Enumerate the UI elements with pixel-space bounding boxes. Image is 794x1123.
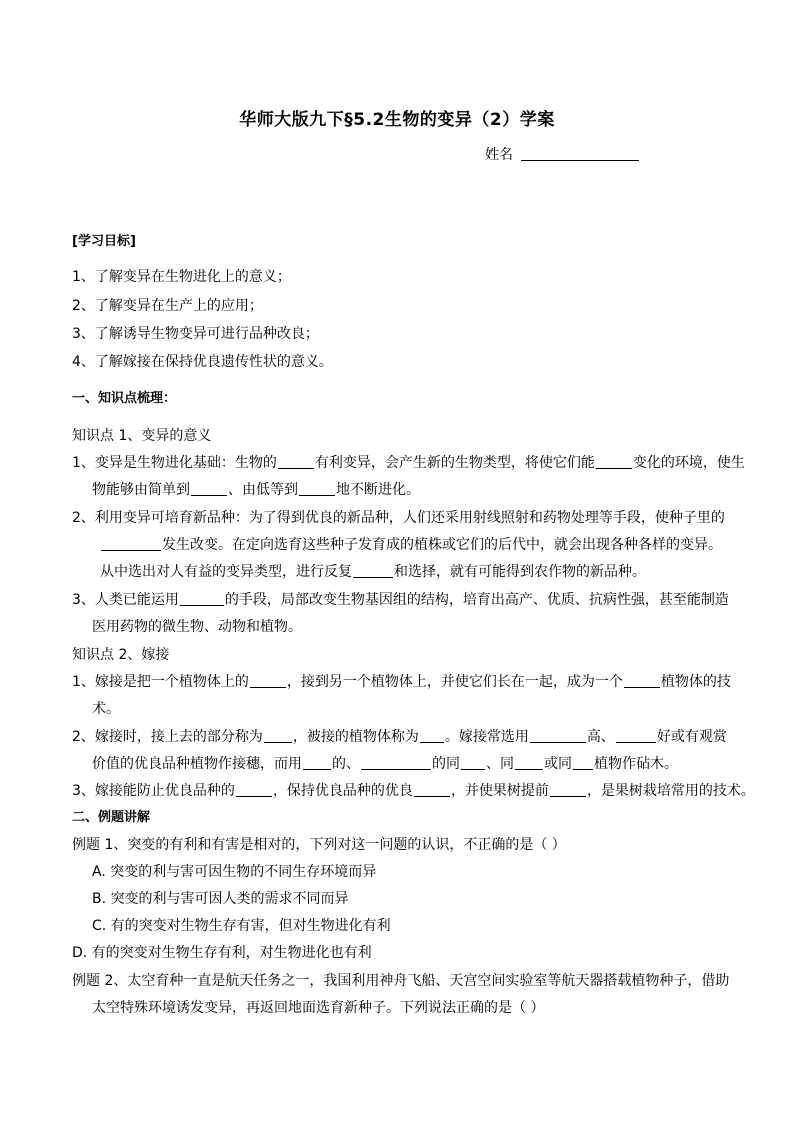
blank[interactable] xyxy=(596,454,632,469)
example1-option-b: B. 突变的利与害可因人类的需求不同而异 xyxy=(92,891,349,907)
objective-item-2: 2、了解变异在生产上的应用； xyxy=(72,298,263,314)
kp1-item3-line2: 医用药物的微生物、动物和植物。 xyxy=(92,619,302,635)
blank[interactable] xyxy=(191,481,227,496)
name-label: 姓名 xyxy=(485,147,513,163)
blank[interactable] xyxy=(361,755,431,770)
name-blank[interactable] xyxy=(521,146,639,161)
kp1-item2-line1: 2、利用变异可培育新品种：为了得到优良的新品种，人们还采用射线照射和药物处理等手段，使种子里的 xyxy=(72,510,725,526)
blank[interactable] xyxy=(303,755,331,770)
blank[interactable] xyxy=(250,673,286,688)
kp2-item2-line1: 2、嫁接时，接上去的部分称为 ，被接的植物体称为 。嫁接常选用 高、 好或有观赏 xyxy=(72,729,727,745)
objective-item-4: 4、了解嫁接在保持优良遗传性状的意义。 xyxy=(72,354,333,370)
objectives-heading: [学习目标] xyxy=(72,234,136,249)
blank[interactable] xyxy=(180,591,224,606)
objective-item-3: 3、了解诱导生物变异可进行品种改良； xyxy=(72,326,319,342)
blank[interactable] xyxy=(236,782,272,797)
kp1-item1-line2: 物能够由简单到 、由低等到 地不断进化。 xyxy=(92,482,420,498)
blank[interactable] xyxy=(353,563,393,578)
blank[interactable] xyxy=(299,481,335,496)
section2-heading: 二、例题讲解 xyxy=(72,810,151,825)
blank[interactable] xyxy=(616,728,656,743)
blank[interactable] xyxy=(420,728,444,743)
kp1-title: 知识点 1、变异的意义 xyxy=(72,428,212,444)
page-title: 华师大版九下§5.2生物的变异（2）学案 xyxy=(239,110,555,130)
kp1-item3-line1: 3、人类已能运用 的手段，局部改变生物基因组的结构，培育出高产、优质、抗病性强，甚至能制造 xyxy=(72,592,729,608)
kp2-item1-line2: 术。 xyxy=(92,701,120,717)
example2-line1: 例题 2、太空育种一直是航天任务之一，我国利用神舟飞船、天宫空间实验室等航天器搭载植物种子，借助 xyxy=(72,973,730,989)
kp2-title: 知识点 2、嫁接 xyxy=(72,647,170,663)
kp1-item2-line3: 从中选出对人有益的变异类型，进行反复 和选择，就有可能得到农作物的新品种。 xyxy=(100,564,646,580)
section1-heading: 一、知识点梳理： xyxy=(72,391,177,406)
blank[interactable] xyxy=(278,454,314,469)
blank[interactable] xyxy=(461,755,485,770)
kp2-item1-line1: 1、嫁接是把一个植物体上的 ，接到另一个植物体上，并使它们长在一起，成为一个 植物体的技 xyxy=(72,674,731,690)
kp2-item2-line2: 价值的优良品种植物作接穗，而用 的、 的同 、同 或同 植物作砧木。 xyxy=(92,756,678,772)
example1-option-d: D. 有的突变对生物生存有利，对生物进化也有利 xyxy=(72,945,372,961)
objective-item-1: 1、了解变异在生物进化上的意义； xyxy=(72,269,291,285)
blank[interactable] xyxy=(624,673,660,688)
example1-option-c: C. 有的突变对生物生存有害，但对生物进化有利 xyxy=(92,918,391,934)
example2-line2: 太空特殊环境诱发变异，再返回地面选育新种子。下列说法正确的是（ ） xyxy=(92,1000,545,1016)
kp2-item3-line1: 3、嫁接能防止优良品种的 ，保持优良品种的优良 ，并使果树提前 ，是果树栽培常用的技术。 xyxy=(72,783,755,799)
blank[interactable] xyxy=(264,728,292,743)
name-field xyxy=(485,144,639,164)
kp1-item1-line1: 1、变异是生物进化基础：生物的 有利变异，会产生新的生物类型，将使它们能 变化的环境，使生 xyxy=(72,455,745,471)
blank[interactable] xyxy=(573,755,593,770)
blank[interactable] xyxy=(550,782,586,797)
example1-option-a: A. 突变的利与害可因生物的不同生存环境而异 xyxy=(92,864,377,880)
blank[interactable] xyxy=(530,728,586,743)
blank[interactable] xyxy=(515,755,543,770)
example1-question: 例题 1、突变的有利和有害是相对的，下列对这一问题的认识，不正确的是（ ） xyxy=(72,837,566,853)
blank[interactable] xyxy=(101,536,161,551)
kp1-item2-line2: 发生改变。在定向选育这些种子发育成的植株或它们的后代中，就会出现各种各样的变异。 xyxy=(100,535,722,555)
blank[interactable] xyxy=(414,782,450,797)
